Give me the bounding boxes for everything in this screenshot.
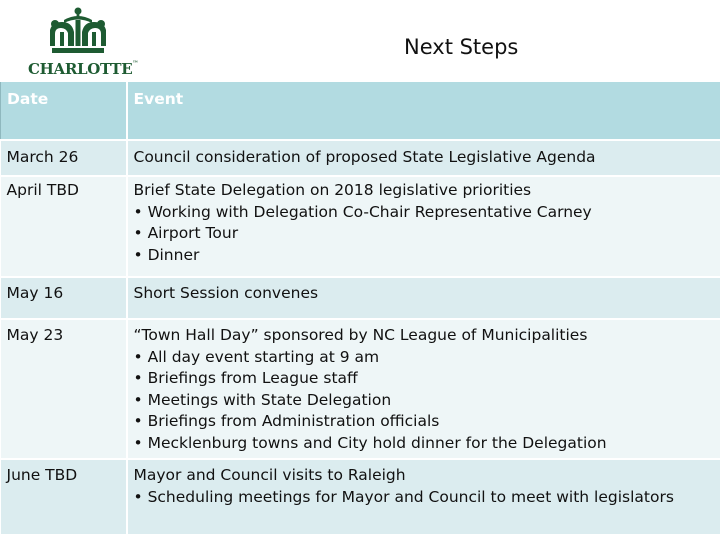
crown-icon bbox=[28, 6, 128, 60]
event-line: Mayor and Council visits to Raleigh bbox=[133, 466, 406, 484]
table-row bbox=[1, 176, 720, 277]
event-bullet: • Briefings from Administration officials bbox=[133, 412, 440, 430]
event-line: Council consideration of proposed State Legislative Agenda bbox=[133, 148, 596, 166]
event-bullet: • Meetings with State Delegation bbox=[133, 390, 392, 409]
event-bullet: • Airport Tour bbox=[133, 224, 239, 242]
table-row bbox=[1, 319, 720, 459]
date-cell: May 16 bbox=[1, 277, 127, 319]
column-header-date: Date bbox=[1, 82, 127, 140]
page-title: Next Steps bbox=[404, 35, 519, 59]
schedule-table bbox=[0, 82, 720, 536]
charlotte-logo bbox=[28, 6, 139, 80]
date-cell: April TBD bbox=[1, 176, 127, 277]
table-row bbox=[1, 140, 720, 176]
event-cell bbox=[127, 176, 720, 277]
date-cell: June TBD bbox=[1, 459, 127, 535]
date-cell: May 23 bbox=[1, 319, 127, 459]
event-cell bbox=[127, 459, 720, 535]
event-bullet: • All day event starting at 9 am bbox=[133, 347, 380, 366]
table-row bbox=[1, 459, 720, 535]
event-bullet: • Mecklenburg towns and City hold dinner for the Delegation bbox=[133, 433, 607, 452]
logo-wordmark: CHARLOTTE™ bbox=[28, 60, 139, 78]
event-line: “Town Hall Day” sponsored by NC League of Municipalities bbox=[133, 326, 588, 344]
event-line: Brief State Delegation on 2018 legislative priorities bbox=[133, 181, 532, 199]
table-row bbox=[1, 277, 720, 319]
event-cell bbox=[127, 140, 720, 176]
event-bullet: • Scheduling meetings for Mayor and Council to meet with legislators bbox=[133, 487, 674, 506]
column-header-event: Event bbox=[127, 82, 720, 140]
event-cell bbox=[127, 277, 720, 319]
table-header-row bbox=[1, 82, 720, 140]
event-line: Short Session convenes bbox=[133, 284, 319, 302]
event-cell bbox=[127, 319, 720, 459]
event-bullet: • Working with Delegation Co-Chair Representative Carney bbox=[133, 202, 592, 221]
event-bullet: • Dinner bbox=[133, 245, 200, 264]
event-bullet: • Briefings from League staff bbox=[133, 369, 358, 387]
date-cell: March 26 bbox=[1, 140, 127, 176]
